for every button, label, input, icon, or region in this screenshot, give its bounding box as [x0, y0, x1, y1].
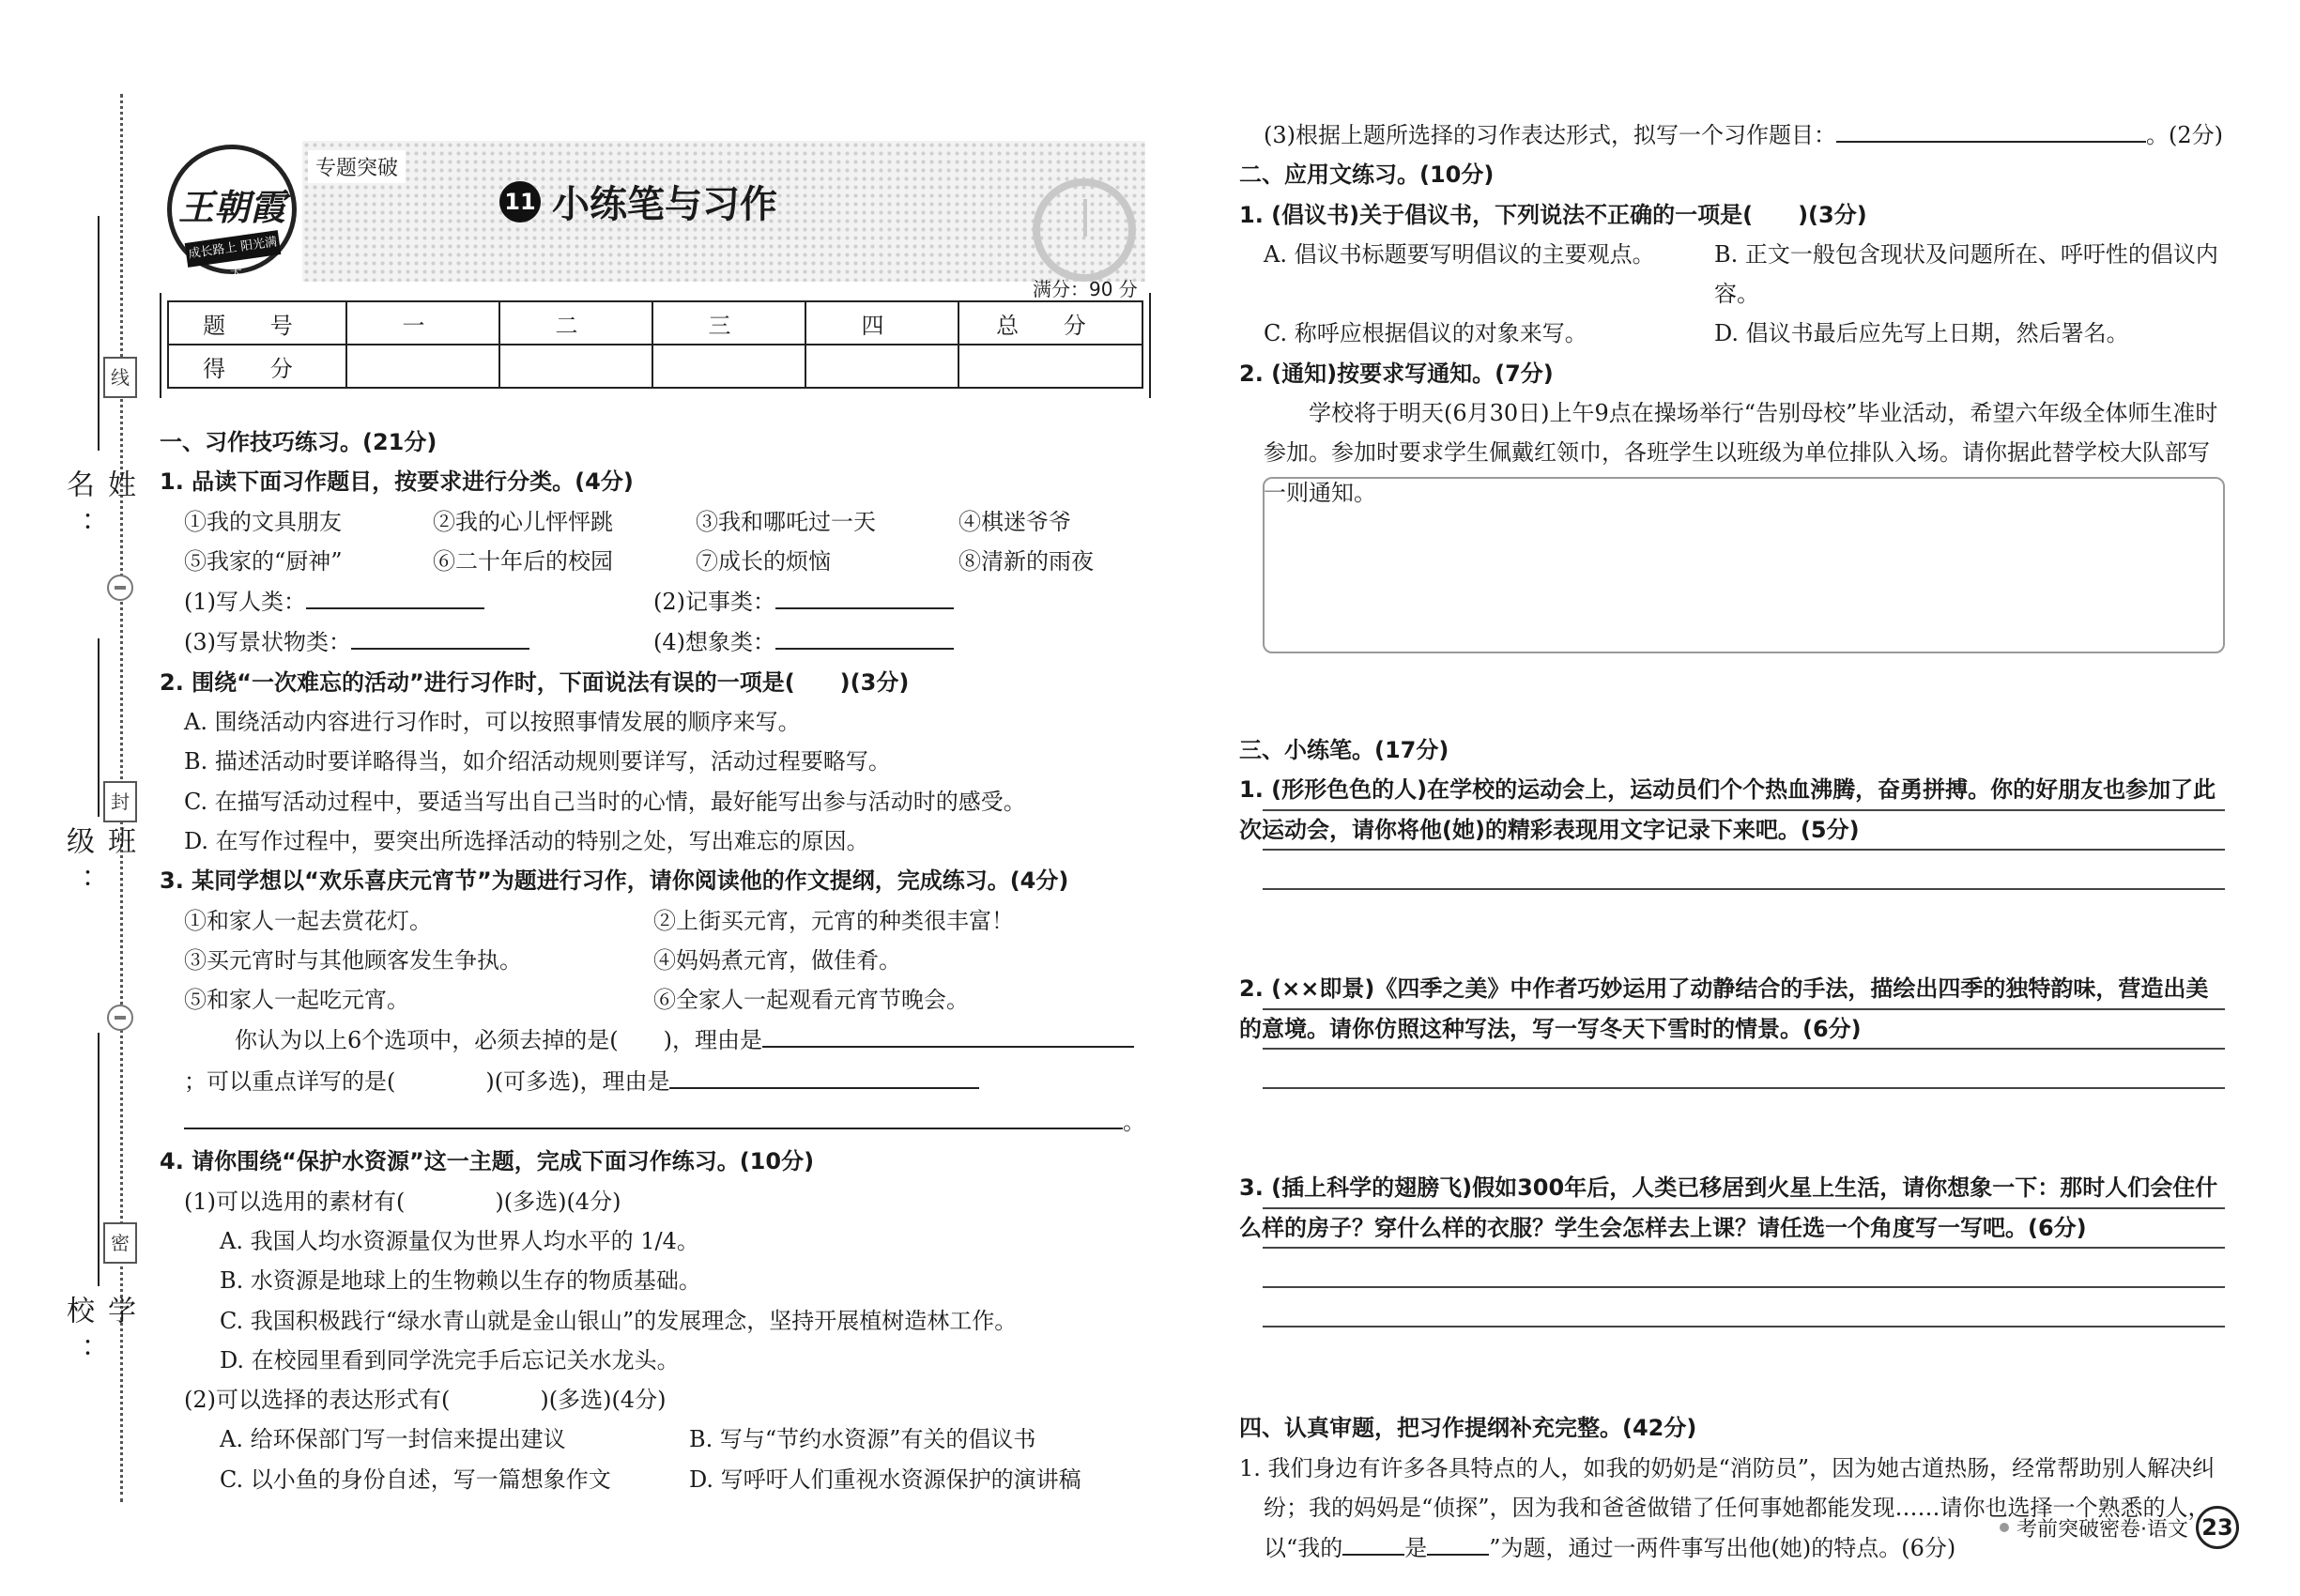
answer-lines-spacer [1239, 849, 2225, 969]
section-heading: 四、认真审题，把习作提纲补充完整。(42分) [1239, 1415, 1697, 1442]
cut-label-line: 线 [103, 357, 137, 398]
outline-grid [160, 901, 1155, 1021]
prompt-text: 你认为以上6个选项中，必须去掉的是( )，理由是 [235, 1027, 762, 1054]
answer-blank[interactable] [1427, 1527, 1489, 1556]
title-text: 小练笔与习作 [552, 183, 777, 226]
option-b[interactable]: B. 写与“节约水资源”有关的倡议书 [689, 1426, 1036, 1453]
scissor-icon [107, 575, 133, 601]
q3-ask-line [160, 1061, 1155, 1101]
table-cell: 题 号 [168, 301, 346, 345]
answer-line[interactable] [1263, 1048, 2225, 1050]
answer-line[interactable] [1263, 849, 2225, 851]
list-item: ⑥二十年后的校园 [433, 547, 613, 575]
brand-name: 王朝霞 [177, 186, 285, 228]
option-c[interactable]: C. 我国积极践行“绿水青山就是金山银山”的发展理念，坚持开展植树造林工作。 [220, 1307, 1018, 1334]
answer-blank[interactable] [669, 1061, 979, 1089]
answer-blank[interactable] [775, 581, 954, 609]
table-cell: 总 分 [958, 301, 1142, 345]
cut-label-secret: 密 [103, 1222, 137, 1264]
list-item: ⑧清新的雨夜 [958, 547, 1094, 575]
table-row [168, 345, 1142, 388]
left-column [160, 422, 1155, 1499]
question: 2. 围绕“一次难忘的活动”进行习作时，下面说法有误的一项是( )(3分) [160, 668, 910, 696]
prompt-text: ；可以重点详写的是( )(可多选)，理由是 [184, 1067, 670, 1095]
option-d[interactable]: D. 倡议书最后应先写上日期，然后署名。 [1714, 320, 2129, 347]
table-cell: 三 [652, 301, 805, 345]
section-heading: 二、应用文练习。(10分) [1239, 161, 1495, 189]
school-label: 学 校： [61, 1296, 135, 1378]
option-a[interactable]: A. 倡议书标题要写明倡议的主要观点。 [1264, 240, 1655, 268]
option-c[interactable]: C. 称呼应根据倡议的对象来写。 [1264, 320, 1587, 347]
full-mark: 满分：90 分 [1033, 278, 1138, 300]
answer-blank[interactable] [1342, 1527, 1404, 1556]
category-label: (4)想象类： [653, 629, 775, 656]
answer-line[interactable] [1263, 1286, 2225, 1288]
list-item: ②我的心儿怦怦跳 [433, 508, 613, 535]
prompt-text: 是 [1404, 1535, 1428, 1562]
question: 4. 请你围绕“保护水资源”这一主题，完成下面习作练习。(10分) [160, 1148, 815, 1175]
answer-line[interactable] [1263, 1326, 2225, 1327]
section-number: 11 [499, 181, 541, 223]
category-event [653, 581, 1142, 622]
option-b[interactable]: B. 正文一般包含现状及问题所在、呼吁性的倡议内容。 [1714, 240, 2218, 308]
page-number: 23 [2196, 1506, 2239, 1549]
section-header [161, 141, 1145, 282]
list-item: ①和家人一起去赏花灯。 [184, 907, 432, 934]
list-item: ①我的文具朋友 [184, 508, 342, 535]
scissor-icon [107, 1005, 133, 1031]
answer-line[interactable] [1263, 1008, 2225, 1010]
answer-blank[interactable] [775, 622, 954, 650]
question: 3. 某同学想以“欢乐喜庆元宵节”为题进行习作，请你阅读他的作文提纲，完成练习。(4分) [160, 867, 1069, 895]
answer-blank[interactable] [351, 622, 529, 650]
list-item: ⑤和家人一起吃元宵。 [184, 987, 409, 1014]
sub-question: (1)可以选用的素材有( )(多选)(4分) [184, 1188, 621, 1215]
option-b[interactable]: B. 水资源是地球上的生物赖以生存的物质基础。 [220, 1267, 701, 1295]
question: 1. (形形色色的人)在学校的运动会上，运动员们个个热血沸腾，奋勇拼搏。你的好朋友也参加了此次运动会，请你将他(她)的精彩表现用文字记录下来吧。(5分) [1239, 776, 2216, 843]
brand-slogan: 成长路上 阳光满天 [185, 230, 282, 268]
list-item: ⑤我家的“厨神” [184, 547, 343, 575]
page-footer [2000, 1506, 2239, 1549]
answer-lines-spacer [1239, 1247, 2225, 1408]
score-table [167, 300, 1143, 389]
clock-icon [1033, 178, 1136, 282]
brand-logo [161, 141, 302, 282]
question-line: 1. 我们身边有许多各具特点的人，如我的奶奶是“消防员”，因为她古道热肠，经常帮助别人解决纠 [1239, 1454, 2216, 1481]
table-cell: 一 [346, 301, 499, 345]
answer-line[interactable] [1263, 888, 2225, 890]
option-a[interactable]: A. 给环保部门写一封信来提出建议 [220, 1426, 566, 1453]
name-line[interactable] [98, 216, 100, 451]
list-item: ⑦成长的烦恼 [696, 547, 831, 575]
option-d[interactable]: D. 在写作过程中，要突出所选择活动的特别之处，写出难忘的原因。 [184, 827, 869, 854]
option-b[interactable]: B. 描述活动时要详略得当，如介绍活动规则要详写，活动过程要略写。 [184, 748, 891, 775]
table-cell: 二 [499, 301, 652, 345]
answer-line[interactable] [1263, 1087, 2225, 1089]
class-line[interactable] [98, 638, 100, 817]
list-item: ⑥全家人一起观看元宵节晚会。 [653, 987, 969, 1014]
question: 2. (××即景)《四季之美》中作者巧妙运用了动静结合的手法，描绘出四季的独特韵味，营造出美的意境。请你仿照这种写法，写一写冬天下雪时的情景。(6分) [1239, 975, 2209, 1042]
answer-blank[interactable] [762, 1020, 1134, 1048]
category-label: (1)写人类： [184, 589, 306, 616]
question: 2. (通知)按要求写通知。(7分) [1239, 360, 1554, 387]
list-item: ③买元宵时与其他顾客发生争执。 [184, 946, 522, 974]
answer-line[interactable] [1263, 1207, 2225, 1209]
name-label: 姓 名： [61, 469, 135, 552]
category-grid [160, 581, 1155, 663]
prompt-text: 。(2分) [2146, 122, 2223, 148]
section-heading: 三、小练笔。(17分) [1239, 737, 1449, 764]
question: 1. (倡议书)关于倡议书，下列说法不正确的一项是( )(3分) [1239, 201, 1867, 228]
score-input-cell[interactable] [499, 345, 652, 388]
question: 1. 品读下面习作题目，按要求进行分类。(4分) [160, 468, 634, 496]
list-item: ④妈妈煮元宵，做佳肴。 [653, 946, 901, 974]
answer-line[interactable] [1263, 809, 2225, 811]
score-input-cell[interactable] [652, 345, 805, 388]
category-label: (3)写景状物类： [184, 629, 351, 656]
table-cell: 四 [805, 301, 958, 345]
answer-lines-spacer [1239, 1048, 2225, 1168]
category-imagination [653, 622, 1142, 662]
sub-question: (2)可以选择的表达形式有( )(多选)(4分) [184, 1387, 667, 1414]
category-person [184, 581, 653, 622]
option-grid [160, 502, 1155, 582]
score-input-cell[interactable] [805, 345, 958, 388]
school-line[interactable] [98, 1033, 100, 1286]
table-row [168, 301, 1142, 345]
footer-label: 考前突破密卷·语文 [2016, 1517, 2188, 1542]
cut-label-seal: 封 [103, 781, 137, 822]
q3-ask-line [160, 1101, 1155, 1142]
sub-question [1239, 115, 2225, 155]
punctuation: 。 [1123, 1109, 1145, 1136]
category-label: (2)记事类： [653, 589, 775, 616]
prompt-text: (3)根据上题所选择的习作表达形式，拟写一个习作题目： [1264, 122, 1836, 148]
section-tag: 专题突破 [308, 150, 406, 183]
right-column [1239, 115, 2225, 1569]
answer-blank[interactable] [1836, 115, 2146, 143]
q3-ask-line [160, 1020, 1155, 1060]
option-c[interactable]: C. 以小鱼的身份自述，写一篇想象作文 [220, 1466, 611, 1493]
page-title [499, 175, 777, 228]
class-label: 班 级： [61, 826, 135, 909]
option-a[interactable]: A. 我国人均水资源量仅为世界人均水平的 1/4。 [220, 1227, 699, 1254]
prompt-text: 以“我的 [1264, 1535, 1343, 1562]
answer-blank[interactable] [184, 1101, 1123, 1129]
score-input-cell[interactable] [958, 345, 1142, 388]
bullet-icon [2000, 1523, 2009, 1532]
question-line: 纷；我的妈妈是“侦探”，因为我和爸爸做错了任何事她都能发现……请你也选择一个熟悉的人， [1264, 1494, 2211, 1521]
list-item: ②上街买元宵，元宵的种类很丰富！ [653, 907, 1014, 934]
option-grid [1239, 235, 2225, 354]
prompt-paragraph: 学校将于明天(6月30日)上午9点在操场举行“告别母校”毕业活动，希望六年级全体师生准时参加。参加时要求学生佩戴红领巾，各班学生以班级为单位排队入场。请你据此替学校大队部写一则通知。 [1264, 400, 2218, 506]
prompt-text: ”为题，通过一两件事写出他(她)的特点。(6分) [1489, 1535, 1956, 1562]
option-grid [160, 1420, 1155, 1499]
option-d[interactable]: D. 在校园里看到同学洗完手后忘记关水龙头。 [220, 1346, 680, 1373]
option-c[interactable]: C. 在描写活动过程中，要适当写出自己当时的心情，最好能写出参与活动时的感受。 [184, 788, 1026, 815]
category-scenery [184, 622, 653, 662]
answer-line[interactable] [1263, 1247, 2225, 1249]
answer-blank[interactable] [306, 581, 484, 609]
list-item: ③我和哪吒过一天 [696, 508, 876, 535]
section-heading: 一、习作技巧练习。(21分) [160, 429, 437, 455]
binding-strip [0, 0, 160, 1596]
question: 3. (插上科学的翅膀飞)假如300年后，人类已移居到火星上生活，请你想象一下：那时人们会住什么样的房子？穿什么样的衣服？学生会怎样去上课？请任选一个角度写一写吧。(6分) [1239, 1174, 2218, 1241]
notice-writing-box[interactable] [1263, 477, 2225, 653]
option-d[interactable]: D. 写呼吁人们重视水资源保护的演讲稿 [689, 1466, 1081, 1493]
option-a[interactable]: A. 围绕活动内容进行习作时，可以按照事情发展的顺序来写。 [184, 709, 801, 736]
score-input-cell[interactable] [346, 345, 499, 388]
table-cell: 得 分 [168, 345, 346, 388]
list-item: ④棋迷爷爷 [958, 508, 1071, 535]
